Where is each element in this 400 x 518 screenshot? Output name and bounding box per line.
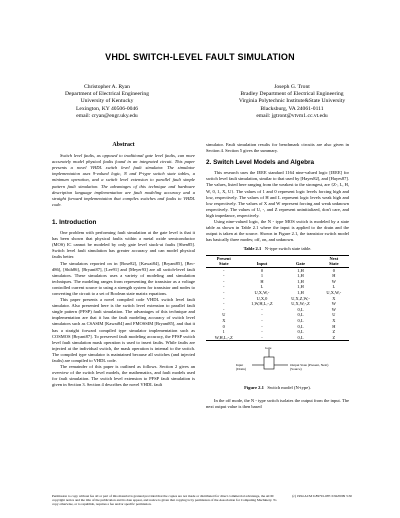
- section-continuation: simulator. Fault simulation results for benchmark circuits are also given in Section 4. Section 5 gives the summary.: [206, 142, 349, 154]
- table-cell: X: [332, 318, 336, 324]
- table-cell: -: [223, 306, 225, 312]
- table-cell: H: [260, 278, 264, 284]
- table-cell: -: [223, 278, 225, 284]
- table-header: Present: [216, 255, 231, 261]
- author-dept: Bradley Department of Electrical Engineering: [240, 91, 344, 98]
- table-header: Input: [256, 261, 268, 267]
- switch-box: [264, 357, 274, 369]
- table-cell: -: [223, 290, 225, 296]
- author-email: email: cryan@engr.uky.edu: [76, 112, 138, 119]
- table-cell: Z: [332, 334, 336, 340]
- table-cell: 1,W,H,L,-,Z: [251, 301, 273, 307]
- table-cell: -: [223, 273, 225, 279]
- table-cell: U,X,W,-,Z: [291, 301, 310, 307]
- author-block-2: [206, 84, 378, 120]
- table-cell: -: [261, 312, 263, 318]
- section-1-heading: 1. Introduction: [52, 218, 97, 226]
- table-cell: U,X,W,-: [254, 290, 270, 296]
- table-cell: W: [331, 301, 336, 307]
- table-cell: 1: [222, 329, 225, 335]
- table-caption-text: N-type switch state table.: [264, 246, 312, 252]
- input-sub-label: (Drain): [236, 367, 246, 372]
- table-caption: [206, 246, 349, 252]
- table-cell: L: [332, 284, 336, 290]
- table-cell: W,H,L,-,Z: [214, 334, 233, 340]
- right-column: [206, 142, 349, 410]
- author-name: Christopher A. Ryan: [84, 84, 130, 90]
- table-cell: U,X,W,-: [326, 290, 342, 296]
- gate-label: Gate: [265, 346, 272, 351]
- section-2-heading: 2. Switch Level Models and Algebra: [206, 159, 315, 167]
- table-cell: U,X,0: [256, 295, 268, 301]
- table-cell: 0,L: [297, 334, 304, 340]
- author-institution: University of Kentucky: [80, 98, 134, 105]
- table-cell: 0: [222, 323, 225, 329]
- table-cell: 1,H: [297, 278, 304, 284]
- table-cell: 0,L: [297, 318, 304, 324]
- table-row: [206, 335, 349, 341]
- figure-caption-label: Figure 2.1: [244, 385, 264, 391]
- output-label: Output State (Present, Next): [290, 363, 329, 368]
- table-cell: 0,L: [297, 312, 304, 318]
- table-cell: -: [261, 334, 263, 340]
- table-cell: -: [223, 295, 225, 301]
- table-cell: U: [332, 312, 336, 318]
- table-cell: 0: [260, 267, 264, 273]
- section-2-paragraph: This research uses the IEEE standard 1164 nine-valued logic [IEEE] for switch level fault simulation, similar to that used by [Hayes82], and [Hayes87]. The values, listed here ranging from the weakest to the strongest, are {Z-, L, H, W, 0, 1, X, U}. The values of 1 and 0 represent logic levels forcing high and low, respectively. The values of H and L represent logic levels weak high and low respectively. The values of X and W represent forcing and weak unknown respectively. The values of U, -, and Z represent uninitialized, don't care, and high impedance, respectively.: [206, 170, 349, 218]
- table-cell: W: [331, 306, 336, 312]
- table-cell: L: [260, 284, 264, 290]
- table-cell: H: [332, 273, 336, 279]
- table-cell: 1,H: [297, 284, 304, 290]
- footer: [52, 494, 352, 507]
- table-cell: 0: [332, 267, 335, 273]
- table-cell: -: [261, 318, 263, 324]
- paper-title: VHDL SWITCH-LEVEL FAULT SIMULATION: [105, 52, 295, 62]
- left-column: [52, 142, 195, 388]
- table-cell: -: [261, 329, 263, 335]
- author-block-1: [32, 84, 182, 120]
- table-cell: 1,H: [297, 267, 304, 273]
- table-cell: X: [332, 295, 336, 301]
- table-cell: X: [222, 318, 226, 324]
- figure-caption: [206, 385, 349, 391]
- input-label: Input: [236, 363, 244, 368]
- intro-paragraph: The remainder of this paper is outlined as follows. Section 2 gives an overview of the switch level models, the mathematics, and fault models used for fault simulation. The switch level extension to PFSP fault simulation is given in Section 3. Section 4 describes the novel VHDL fault: [52, 364, 195, 388]
- table-cell: 0,L: [297, 329, 304, 335]
- table-cell: H: [332, 323, 336, 329]
- table-cell: U: [222, 312, 226, 318]
- author-name: Joseph G. Tront: [274, 84, 310, 90]
- table-cell: -: [261, 323, 263, 329]
- table-cell: -: [223, 267, 225, 273]
- intro-paragraph: This paper presents a novel compiled code VHDL switch level fault simulator. Also presented here is the switch level extension to parallel fault single pattern (PFSP) fault simulation. The advantages of this technique and implementation are that it has the fault modeling accuracy of switch level simulators such as CSASIM [Kawai84] and FMOSSIM [Bryant85], and that it has a straight forward compiled type simulator implementation such as COSMOS [Bryant87]. To preserved fault modeling accuracy, the PFSP switch level fault simulation mask operation is used to insert faults. While faults are injected at the individual switch, the mask operation is internal to the switch. The compiled type simulator is maintained because all switches (and injected faults) are compiled to VHDL code.: [52, 297, 195, 363]
- table-cell: 1,H: [297, 290, 304, 296]
- abstract-heading: Abstract: [112, 142, 135, 148]
- acm-copyright: (c) 1994 ACM 0-89791-687-5/94/0009 3.50: [292, 494, 352, 498]
- author-dept: Department of Electrical Engineering: [64, 91, 150, 98]
- output-sub-label: (Source): [290, 367, 302, 372]
- state-table: [206, 255, 349, 342]
- table-header: Next: [329, 255, 339, 261]
- table-cell: W: [331, 278, 336, 284]
- table-header: State: [219, 261, 229, 267]
- table-cell: U,X,Z,W,-: [291, 295, 310, 301]
- abstract-text: Switch level faults, as opposed to traditional gate level faults, can more accurately model physical faults found in an integrated circuit. This paper presents a novel VHDL switch level fault simulator. The simulator implementation uses 9-valued logic, N and P-type switch state tables, a minimum operation, and a switch level extension to parallel fault simple pattern fault simulation. The advantages of this technique and hardware description language implementation are fault modeling accuracy and a straight forward implementation that compiles switches and faults to VHDL code.: [52, 153, 195, 207]
- intro-paragraph: The simulators reported on in [Bose82], [Kawai84], [Bryant85], [Bec-d86], [Shih86], [Bryant87], [Lee91] and [Meyer93] are all switch-level fault simulators. These simulators uses a variety of modeling and simulation techniques. The modeling ranges from representing the transistor as a voltage controlled current source to using a strength system for transistor and nodes to converting the circuit to a set of Boolean state matrix equations.: [52, 260, 195, 296]
- table-caption-label: Table 2.1: [243, 246, 262, 252]
- author-address: Lexington, KY 40506-0046: [75, 105, 139, 112]
- section-2-paragraph: In the off mode, the N - type switch isolates the output from the input. The next output value is then based: [206, 397, 349, 409]
- table-cell: -: [261, 306, 263, 312]
- switch-model-figure: [206, 345, 349, 383]
- author-address: Blacksburg, VA 24061-0111: [260, 105, 324, 112]
- copyright-notice: Permission to copy without fee all or part of this material is granted provided that the copies are not made or distributed for direct commercial advantage, the ACM copyright notice and the title of the publication and its date appear, and notice is given that copying is by permission of the Association for Computing Machinery. To copy otherwise, or to republish, requires a fee and/or specific permission.: [52, 494, 277, 507]
- intro-paragraph: One problem with performing fault simulation at the gate level is that it has been shown that physical faults within a metal oxide semiconductor (MOS) IC cannot be modeled by only gate level stuck-at faults [Shen85]. Switch level fault simulation has greater accuracy and can model physical faults better.: [52, 230, 195, 260]
- table-cell: 1,H: [297, 273, 304, 279]
- section-2-paragraph: Using nine-valued logic, the N - type MOS switch is modeled by a state table as shown in Table 2.1 where the input is applied to the drain and the output is taken at the source. Shown in Figure 2.1, the transistor switch model has basically three modes; off, on, and unknown.: [206, 219, 349, 243]
- table-cell: 0,L: [297, 323, 304, 329]
- figure-caption-text: Switch model (N-type).: [267, 385, 311, 391]
- table-cell: Z: [332, 329, 336, 335]
- table-header: Gate: [296, 261, 306, 267]
- table-cell: 0,L: [297, 306, 304, 312]
- table-header: State: [329, 261, 339, 267]
- table-cell: -: [223, 301, 225, 307]
- table-cell: 1: [260, 273, 264, 279]
- author-institution: Virginia Polytechnic Institute&State University: [238, 98, 346, 105]
- author-email: email: jgtront@vtvm1.cc.vt.edu: [256, 112, 328, 119]
- table-cell: -: [223, 284, 225, 290]
